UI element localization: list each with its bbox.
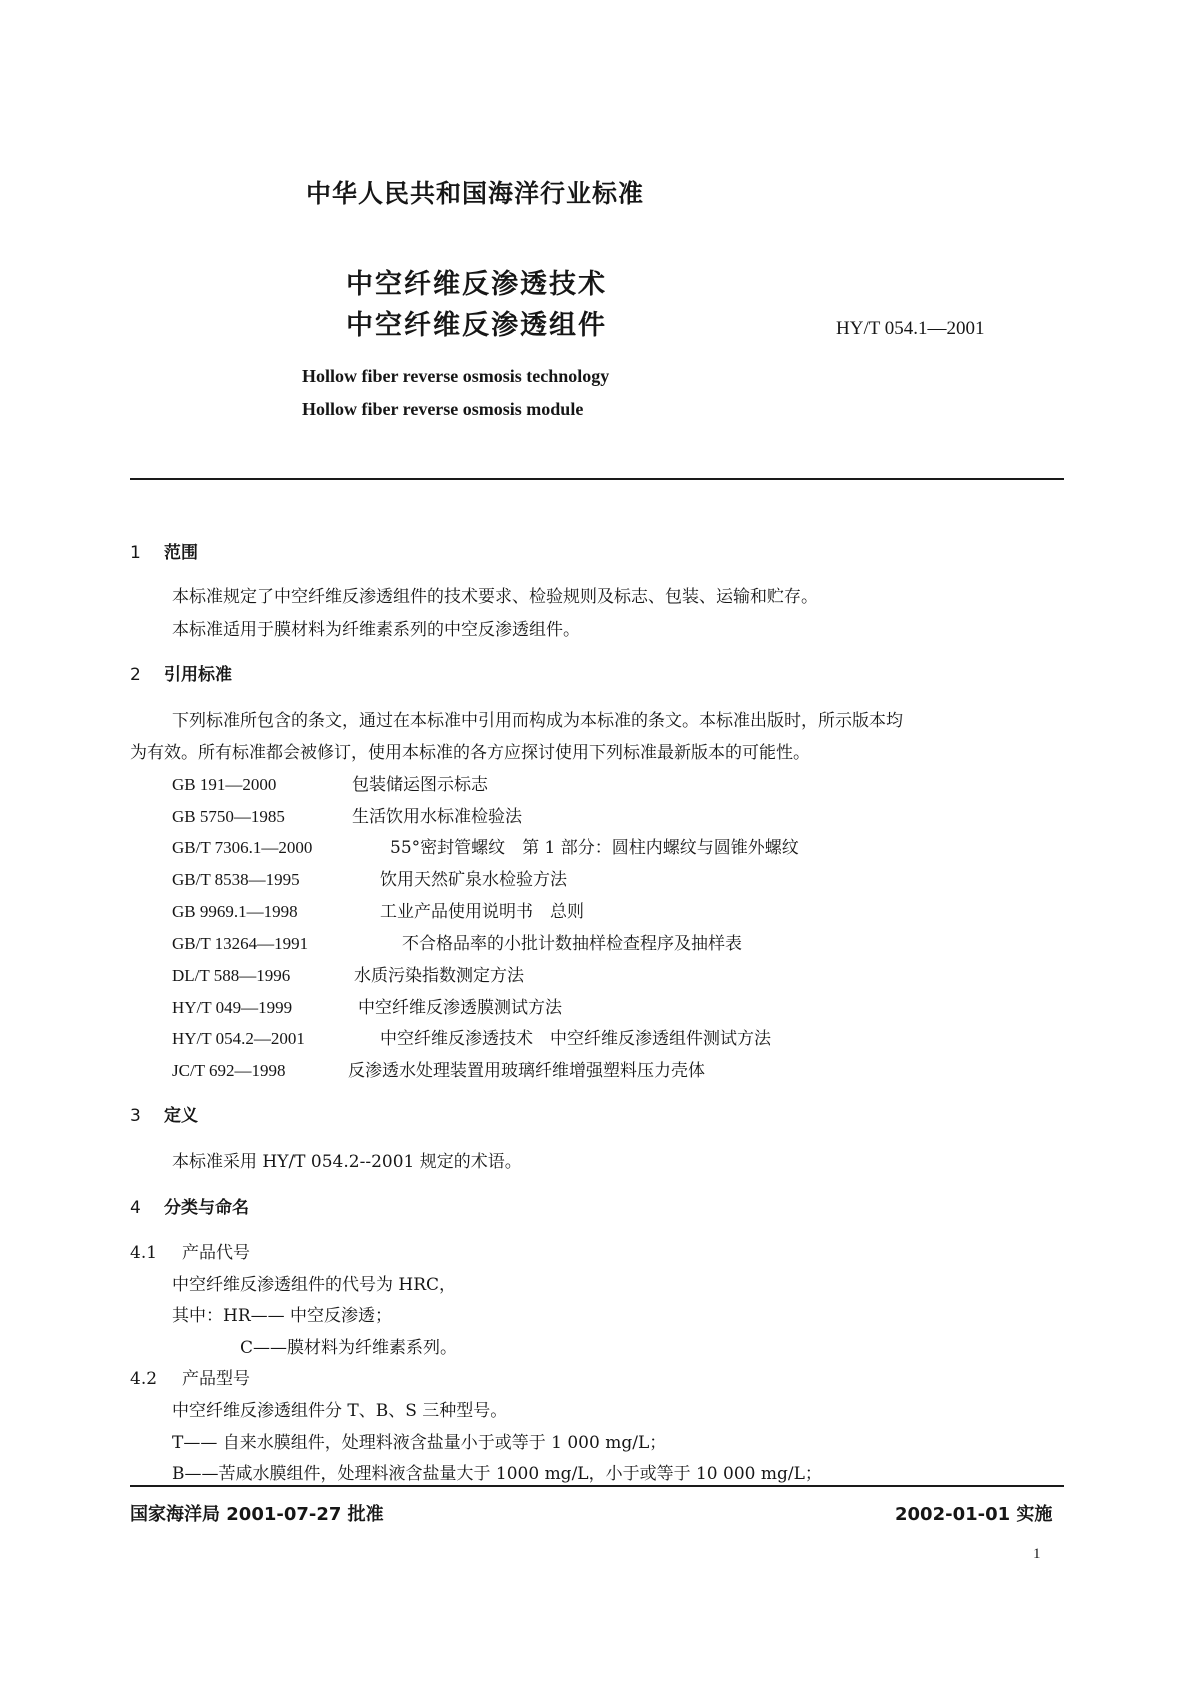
reference-code: GB/T 8538—1995 (172, 870, 300, 889)
subsection-number: 4.2 (130, 1369, 158, 1389)
reference-code: HY/T 054.2—2001 (172, 1029, 305, 1048)
subsection-4-1-heading (130, 1238, 250, 1263)
subsection-4-2-line2: T—— 自来水膜组件，处理料液含盐量小于或等于 1 000 mg/L； (172, 1433, 667, 1453)
reference-code: GB/T 7306.1—2000 (172, 838, 313, 857)
page-number: 1 (1033, 1546, 1041, 1562)
reference-title: 不合格品率的小批计数抽样检查程序及抽样表 (402, 934, 742, 954)
section-1-para1: 本标准规定了中空纤维反渗透组件的技术要求、检验规则及标志、包装、运输和贮存。 (172, 587, 818, 607)
section-2-heading (130, 660, 232, 685)
section-title: 分类与命名 (164, 1198, 249, 1218)
reference-code: JC/T 692—1998 (172, 1061, 286, 1080)
section-1-para2: 本标准适用于膜材料为纤维素系列的中空反渗透组件。 (172, 620, 580, 640)
section-2-para-line2: 为有效。所有标准都会被修订，使用本标准的各方应探讨使用下列标准最新版本的可能性。 (130, 743, 810, 763)
reference-title: 包装储运图示标志 (352, 775, 488, 795)
reference-code: HY/T 049—1999 (172, 998, 293, 1017)
section-number: 1 (130, 543, 141, 563)
reference-item (172, 897, 584, 922)
reference-title: 中空纤维反渗透膜测试方法 (358, 998, 562, 1018)
title-cn-line1: 中空纤维反渗透技术 (346, 269, 607, 300)
subsection-number: 4.1 (130, 1243, 158, 1263)
title-cn-line2: 中空纤维反渗透组件 (346, 310, 607, 341)
reference-item (172, 770, 488, 795)
section-4-heading (130, 1193, 249, 1218)
section-title: 引用标准 (164, 665, 232, 685)
reference-item (172, 833, 799, 858)
reference-title: 反渗透水处理装置用玻璃纤维增强塑料压力壳体 (348, 1061, 705, 1081)
reference-code: DL/T 588—1996 (172, 966, 291, 985)
subsection-4-1-line2: 其中：HR—— 中空反渗透； (172, 1306, 393, 1326)
header-divider (130, 478, 1064, 480)
section-number: 3 (130, 1106, 141, 1126)
reference-item (172, 802, 522, 827)
reference-code: GB 191—2000 (172, 775, 277, 794)
subsection-title: 产品型号 (182, 1369, 250, 1389)
standard-code: HY/T 054.1—2001 (836, 318, 985, 339)
reference-item (172, 1024, 771, 1049)
subsection-title: 产品代号 (182, 1243, 250, 1263)
section-title: 定义 (164, 1106, 198, 1126)
reference-title: 水质污染指数测定方法 (354, 966, 524, 986)
subsection-4-2-line1: 中空纤维反渗透组件分 T、B、S 三种型号。 (172, 1401, 508, 1421)
reference-title: 工业产品使用说明书 总则 (380, 902, 584, 922)
reference-title: 中空纤维反渗透技术 中空纤维反渗透组件测试方法 (380, 1029, 771, 1049)
reference-item (172, 961, 524, 986)
reference-title: 生活饮用水标准检验法 (352, 807, 522, 827)
approval-date: 国家海洋局 2001-07-27 批准 (130, 1504, 384, 1525)
reference-code: GB 5750—1985 (172, 807, 285, 826)
section-3-heading (130, 1101, 198, 1126)
reference-code: GB 9969.1—1998 (172, 902, 298, 921)
reference-item (172, 865, 567, 890)
section-3-para1: 本标准采用 HY/T 054.2--2001 规定的术语。 (172, 1152, 522, 1172)
subsection-4-2-heading (130, 1364, 250, 1389)
title-en-line2: Hollow fiber reverse osmosis module (302, 399, 584, 419)
section-title: 范围 (164, 543, 198, 563)
subsection-4-2-line3: B——苦咸水膜组件，处理料液含盐量大于 1000 mg/L，小于或等于 10 000 mg/L； (172, 1464, 822, 1484)
reference-title: 55°密封管螺纹 第 1 部分：圆柱内螺纹与圆锥外螺纹 (390, 838, 799, 858)
section-number: 2 (130, 665, 141, 685)
title-en-line1: Hollow fiber reverse osmosis technology (302, 366, 610, 386)
subsection-4-1-line1: 中空纤维反渗透组件的代号为 HRC， (172, 1275, 457, 1295)
footer-divider (130, 1485, 1064, 1487)
section-2-para-line1: 下列标准所包含的条文，通过在本标准中引用而构成为本标准的条文。本标准出版时，所示版本均 (172, 711, 903, 731)
reference-item (172, 1056, 705, 1081)
reference-title: 饮用天然矿泉水检验方法 (380, 870, 567, 890)
subsection-4-1-line3: C——膜材料为纤维素系列。 (240, 1338, 458, 1358)
implementation-date: 2002-01-01 实施 (895, 1504, 1053, 1525)
section-1-heading (130, 538, 198, 563)
section-number: 4 (130, 1198, 141, 1218)
reference-code: GB/T 13264—1991 (172, 934, 309, 953)
standard-type-heading: 中华人民共和国海洋行业标准 (306, 179, 645, 208)
reference-item (172, 993, 562, 1018)
reference-item (172, 929, 742, 954)
